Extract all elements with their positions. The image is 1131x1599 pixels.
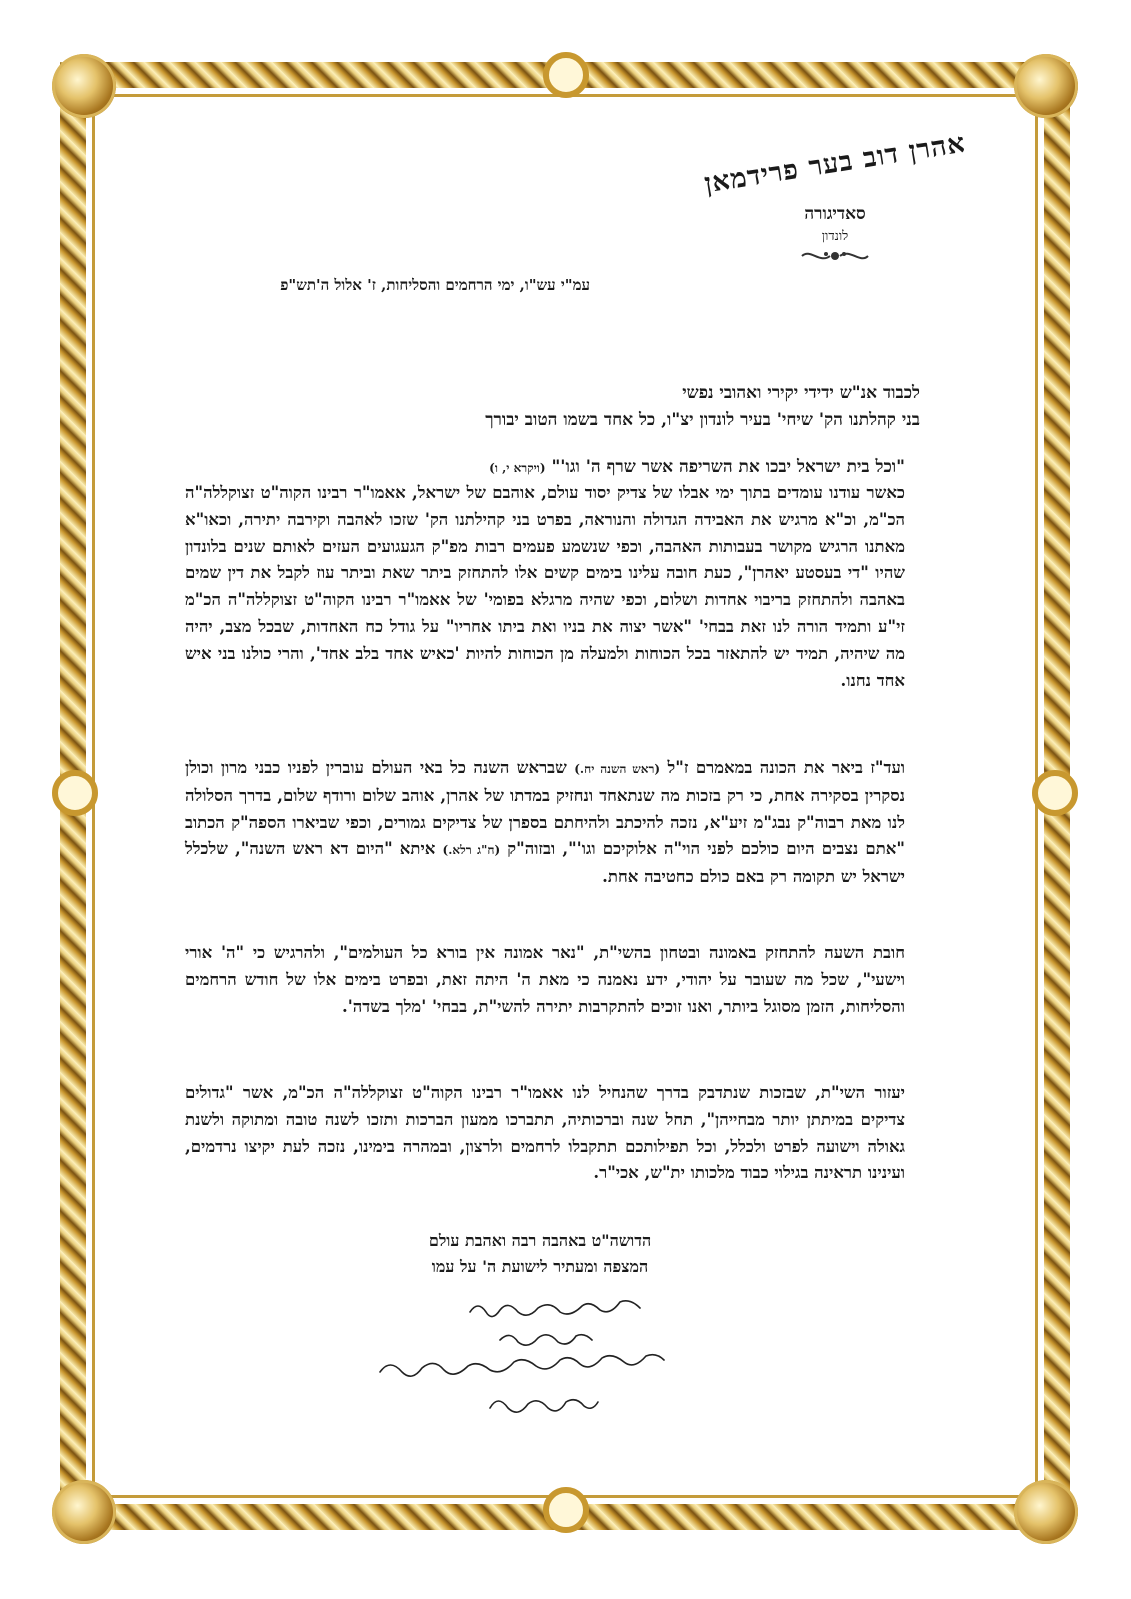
paragraph-4: יעזור השי"ת, שבזכות שנתדבק בדרך שהנחיל לנו אאמו"ר רבינו הקוה"ט זצוקללה"ה הכ"מ, אשר "גדולים צדיקים במיתתן יותר מבחייהן", תחל שנה וברכותיה, תתברכו ממעון הברכות ותזכו לשנה טובה ומתוקה ולשנת גאולה וישועה לפרט ולכלל, וכל תפילותכם תתקבלו לרחמים ולרצון, ובמהרה בימינו, נזכה לעת יקיצו נרדמים, ועינינו תראינה בגילוי כבוד מלכותו ית"ש, אכי"ר. [185,1083,905,1183]
paragraph-2-source: (ראש השנה יח.) [574,762,661,776]
frame-scroll-ornament-icon [543,1487,589,1533]
flourish-ornament-icon [800,248,870,264]
frame-corner-ornament-icon [52,1480,116,1544]
closing-line-2: המצפה ומעתיר לישועת ה' על עמו [431,1257,649,1276]
verse-text: "וכל בית ישראל יבכו את השריפה אשר שרף ה' וגו'" [551,457,905,477]
letterhead-court: סאדיגורה [804,204,866,224]
paragraph-2-source-2: (ח"ג רלא.) [442,843,501,858]
date-line: עמ"י עש"ו, ימי הרחמים והסליחות, ז' אלול ה'תש"פ [280,276,590,294]
addressee [300,380,920,434]
closing [390,1228,690,1280]
frame-corner-ornament-icon [1014,54,1078,118]
paragraph-2-part-a: ועד"ז ביאר את הכונה במאמרם ז"ל [667,758,906,777]
frame-corner-ornament-icon [52,54,116,118]
paragraph-2-part-b: שבראש השנה כל באי העולם עוברין לפניו כבני מרון וכולן נסקרין בסקירה אחת, כי רק בזכות מה שנתאחד ונחזיק במדתו של אהרן, אוהב שלום ורודף שלום, בדרך הסלולה לנו מאת רבוה"ק נבג"מ זיע"א, נזכה להיכתב ולהיחתם בספרן של צדיקים גמורים, וכפי שביארו הספה"ק הכתוב "אתם נצבים היום כולכם לפני הוי"ה אלוקיכם וגו'", ובזוה"ק [185,758,905,859]
opening-verse [185,455,905,480]
verse-reference: (ויקרא י, ו) [489,461,546,475]
paragraph-1: כאשר עודנו עומדים בתוך ימי אבלו של צדיק יסוד עולם, אוהבם של ישראל, אאמו"ר רבינו הקוה"ט זצוקללה"ה הכ"מ, וכ"א מרגיש את האבידה הגדולה והנוראה, בפרט בני קהילתנו הק' שזכו לאהבה וקירבה יתירה, וכאו"א מאתנו הרגיש מקושר בעבותות האהבה, וכפי שנשמע פעמים רבות מפ"ק הגעגועים העזים לאותם שנים בלונדון שהיו "די בעסטע יאהרן", כעת חובה עלינו בימים קשים אלו להתחזק ביתר שאת וביתר עוז לקבל את דין שמים באהבה ולהתחזק בריבוי אחדות ושלום, וכפי שהיה מרגלא בפומי' של אאמו"ר רבינו הקוה"ט זצוקללה"ה הכ"מ זי"ע ותמיד הורה לנו זאת בבחי' "אשר יצוה את בניו ואת ביתו אחריו" על גודל כח האחדות, שבכל מצב, יהיה מה שיהיה, תמיד יש להתאזר בכל הכוחות ולמעלה מן הכוחות להיות 'כאיש אחד בלב אחד', והרי כולנו בני איש אחד נחנו. [185,483,906,690]
frame-scroll-ornament-icon [1032,770,1078,816]
letter-body [185,455,906,1183]
letterhead-city: לונדון [821,229,849,244]
addressee-line-2: בני קהלתנו הק' שיחי' בעיר לונדון יצ"ו, כל אחד בשמו הטוב יבורך [485,410,920,430]
paragraph-3: חובת השעה להתחזק באמונה ובטחון בהשי"ת, "נאר אמונה אין בורא כל העולמים", ולהרגיש כי "ה' אורי וישעי", שכל מה שעובר על יהודי, ידע נאמנה כי מאת ה' היתה זאת, ובפרט בימים אלו של חודש הרחמים והסליחות, הזמן מסוגל ביותר, ואנו זוכים להתקרבות יתירה להשי"ת, בבחי' 'מלך בשדה'. [185,943,905,1016]
handwritten-signature [350,1290,740,1440]
frame-corner-ornament-icon [1014,1480,1078,1544]
paragraph-2-part-c: איתא "היום דא ראש השנה", שלכלל ישראל יש תקומה רק באם כולם כחטיבה אחת. [185,839,905,887]
closing-line-1: הדושה"ט באהבה רבה ואהבת עולם [428,1231,652,1250]
letterhead-name: אהרן דוב בער פרידמאן [702,127,968,200]
frame-scroll-ornament-icon [543,52,589,98]
frame-scroll-ornament-icon [52,770,98,816]
addressee-line-1: לכבוד אנ"ש ידידי יקירי ואהובי נפשי [682,383,920,403]
letterhead [700,127,970,280]
paragraph-2 [185,755,905,891]
